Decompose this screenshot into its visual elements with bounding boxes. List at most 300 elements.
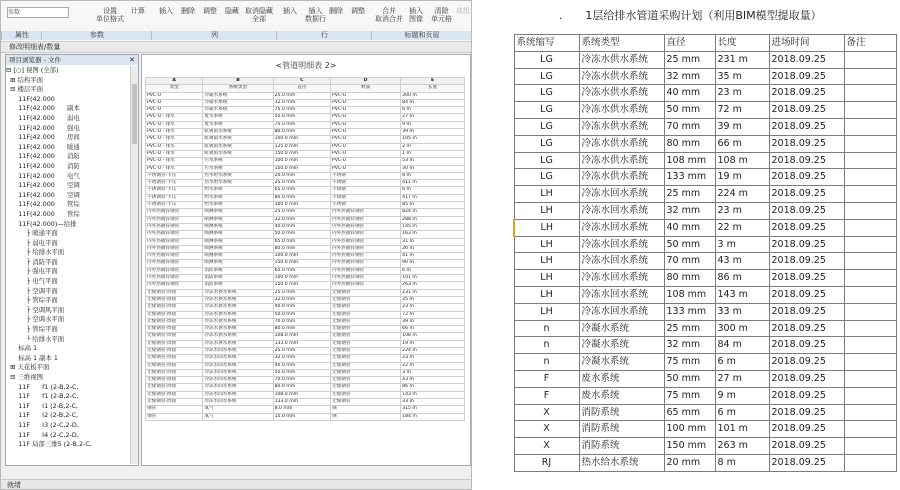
schedule-cell[interactable]: 无缝钢管 <box>330 355 400 362</box>
tree-item[interactable]: ├ 空调水平面 <box>6 315 65 324</box>
schedule-cell[interactable]: 内外热镀锌钢管 <box>330 216 400 223</box>
schedule-cell[interactable]: 100.0 mm <box>273 136 330 143</box>
schedule-cell[interactable]: 给水系统 <box>203 194 273 201</box>
table-cell[interactable]: 冷冻水供水系统 <box>579 169 664 186</box>
hide-column-button[interactable]: 隐藏 <box>225 7 239 15</box>
schedule-cell[interactable]: PVC-U <box>330 136 400 143</box>
table-cell[interactable] <box>844 387 896 404</box>
close-icon[interactable]: ✕ <box>129 56 135 64</box>
schedule-cell[interactable]: 内外热镀锌钢管 <box>330 267 400 274</box>
table-cell[interactable]: 冷凝水系统 <box>579 337 664 354</box>
schedule-cell[interactable]: 无缝钢管-焊接 <box>146 355 203 362</box>
column-header[interactable]: 直径 <box>664 35 715 52</box>
table-cell[interactable]: 75 mm <box>664 387 715 404</box>
schedule-cell[interactable]: 133.0 mm <box>273 399 330 406</box>
schedule-cell[interactable]: 150.0 mm <box>273 165 330 172</box>
delete-column-button[interactable]: 删除 <box>181 7 195 15</box>
table-cell[interactable] <box>844 202 896 219</box>
table-cell[interactable]: 2018.09.25 <box>769 387 844 404</box>
tree-item[interactable]: 11F(42.000 消防 <box>6 152 80 161</box>
schedule-cell[interactable]: 无缝钢管-焊接 <box>146 296 203 303</box>
table-cell[interactable]: 43 m <box>715 253 769 270</box>
schedule-cell[interactable]: PVC-U - 排水 <box>146 158 203 165</box>
tree-item[interactable]: 标高 1 <box>6 344 38 353</box>
tree-item[interactable]: 11F(42.000 电气 <box>6 171 80 180</box>
table-cell[interactable]: 2018.09.25 <box>769 354 844 371</box>
table-cell[interactable]: 2018.09.25 <box>769 68 844 85</box>
table-cell[interactable]: 冷冻水供水系统 <box>579 152 664 169</box>
table-cell[interactable]: 25 mm <box>664 51 715 68</box>
schedule-cell[interactable]: 150.0 mm <box>273 260 330 267</box>
tree-item[interactable]: ⊟ 楼层平面 <box>6 85 44 94</box>
schedule-cell[interactable]: 不锈钢管-卡压 <box>146 187 203 194</box>
table-cell[interactable]: 40 mm <box>664 85 715 102</box>
schedule-cell[interactable]: 冷冻水回水系统 <box>203 391 273 398</box>
unhide-all-button[interactable]: 取消隐藏 全部 <box>245 7 273 23</box>
table-cell[interactable] <box>844 186 896 203</box>
table-cell[interactable]: LH <box>514 186 579 203</box>
schedule-cell[interactable]: PVC-U <box>330 143 400 150</box>
merge-button[interactable]: 合并 取消合并 <box>375 7 403 23</box>
schedule-cell[interactable]: PVC-U <box>146 99 203 106</box>
table-cell[interactable]: 2018.09.25 <box>769 102 844 119</box>
tree-item[interactable]: ├ 管综平面 <box>6 296 58 305</box>
schedule-cell[interactable]: 系统类型 <box>203 85 273 92</box>
schedule-cell[interactable]: PVC-U <box>330 121 400 128</box>
table-cell[interactable] <box>844 85 896 102</box>
tree-item[interactable]: └ 给排水平面 <box>6 334 65 343</box>
table-cell[interactable]: 冷冻水供水系统 <box>579 68 664 85</box>
schedule-cell[interactable]: 50.0 mm <box>273 231 330 238</box>
scrollbar-thumb[interactable] <box>132 84 137 144</box>
tree-item[interactable]: ├ 空调平面 <box>6 286 58 295</box>
schedule-cell[interactable]: 内外热镀锌钢管 <box>330 253 400 260</box>
schedule-cell[interactable]: 直径 <box>273 85 330 92</box>
schedule-cell[interactable]: 35 m <box>401 296 465 303</box>
table-cell[interactable] <box>844 454 896 471</box>
table-cell[interactable] <box>844 421 896 438</box>
schedule-cell[interactable]: 184 m <box>401 413 465 420</box>
schedule-cell[interactable]: 39 m <box>401 318 465 325</box>
schedule-cell[interactable]: 26 m <box>401 245 465 252</box>
tree-item[interactable]: 11F f1 (2-B,2-C, <box>6 392 79 401</box>
schedule-cell[interactable]: 虹吸雨水系统 <box>203 143 273 150</box>
table-cell[interactable]: RJ <box>514 454 579 471</box>
insert-image-button[interactable]: 插入 图像 <box>409 7 423 23</box>
schedule-cell[interactable]: 80.0 mm <box>273 194 330 201</box>
schedule-cell[interactable]: 喷淋系统 <box>203 216 273 223</box>
schedule-cell[interactable]: 40.0 mm <box>273 223 330 230</box>
table-cell[interactable]: 133 mm <box>664 303 715 320</box>
table-cell[interactable]: 35 m <box>715 68 769 85</box>
table-cell[interactable]: 20 mm <box>664 454 715 471</box>
schedule-cell[interactable]: 内外热镀锌钢管 <box>330 275 400 282</box>
schedule-cell[interactable]: 105 m <box>401 136 465 143</box>
resize-column-button[interactable]: 调整 <box>203 7 217 15</box>
table-cell[interactable] <box>844 102 896 119</box>
schedule-cell[interactable]: 不锈钢管-卡压 <box>146 180 203 187</box>
schedule-cell[interactable]: 冷冻水回水系统 <box>203 347 273 354</box>
schedule-cell[interactable]: 100.0 mm <box>273 253 330 260</box>
table-cell[interactable]: 冷冻水回水系统 <box>579 253 664 270</box>
schedule-cell[interactable]: 75.0 mm <box>273 121 330 128</box>
group-button[interactable]: 成组 <box>456 7 470 15</box>
schedule-cell[interactable]: 污水系统 <box>203 165 273 172</box>
schedule-cell[interactable]: 内外热镀锌钢管 <box>330 209 400 216</box>
table-cell[interactable]: 80 mm <box>664 135 715 152</box>
table-cell[interactable]: 冷冻水回水系统 <box>579 219 664 236</box>
schedule-cell[interactable]: 53 m <box>401 158 465 165</box>
schedule-cell[interactable]: 231 m <box>401 289 465 296</box>
tree-item[interactable]: ├ 空调风平面 <box>6 305 65 314</box>
schedule-cell[interactable]: 315 m <box>401 406 465 413</box>
table-cell[interactable]: 2018.09.25 <box>769 202 844 219</box>
table-cell[interactable]: LG <box>514 135 579 152</box>
schedule-cell[interactable]: 125.0 mm <box>273 143 330 150</box>
schedule-cell[interactable]: 喷淋系统 <box>203 231 273 238</box>
schedule-cell[interactable]: PVC-U - 排水 <box>146 129 203 136</box>
schedule-cell[interactable]: 冷冻水回水系统 <box>203 362 273 369</box>
table-cell[interactable]: 废水系统 <box>579 370 664 387</box>
schedule-cell[interactable]: 喷淋系统 <box>203 223 273 230</box>
table-cell[interactable]: 冷冻水供水系统 <box>579 135 664 152</box>
table-cell[interactable]: 86 m <box>715 270 769 287</box>
schedule-cell[interactable]: 内外热镀锌钢管 <box>330 260 400 267</box>
schedule-cell[interactable]: 145 m <box>401 223 465 230</box>
browser-scrollbar[interactable] <box>130 66 138 464</box>
schedule-cell[interactable]: 热水给水系统 <box>203 172 273 179</box>
table-cell[interactable]: LH <box>514 236 579 253</box>
tree-item[interactable]: 11F(42.000 房间 <box>6 133 80 142</box>
table-cell[interactable]: 263 m <box>715 438 769 455</box>
tree-item[interactable]: ├ 暖通平面 <box>6 229 58 238</box>
schedule-cell[interactable]: 内外热镀锌钢管 <box>330 238 400 245</box>
table-cell[interactable] <box>844 219 896 236</box>
schedule-cell[interactable]: 411 m <box>401 180 465 187</box>
table-cell[interactable]: 32 mm <box>664 68 715 85</box>
schedule-cell[interactable]: 163 m <box>401 231 465 238</box>
schedule-cell[interactable]: 无缝钢管 <box>330 377 400 384</box>
table-cell[interactable]: 108 mm <box>664 286 715 303</box>
table-cell[interactable]: 39 m <box>715 118 769 135</box>
table-cell[interactable]: 冷冻水回水系统 <box>579 286 664 303</box>
schedule-cell[interactable]: 23 m <box>401 304 465 311</box>
schedule-cell[interactable]: PVC-U - 排水 <box>146 150 203 157</box>
schedule-cell[interactable]: 8 m <box>401 172 465 179</box>
schedule-cell[interactable]: 钢管 <box>146 413 203 420</box>
schedule-cell[interactable]: 无缝钢管-焊接 <box>146 333 203 340</box>
table-cell[interactable]: 2018.09.25 <box>769 303 844 320</box>
schedule-cell[interactable]: 9 m <box>401 121 465 128</box>
schedule-cell[interactable]: 无缝钢管-焊接 <box>146 304 203 311</box>
schedule-cell[interactable]: 冷冻水回水系统 <box>203 355 273 362</box>
schedule-cell[interactable]: 70.0 mm <box>273 318 330 325</box>
schedule-cell[interactable]: 冷凝水系统 <box>203 107 273 114</box>
schedule-cell[interactable]: 内外热镀锌钢管 <box>146 282 203 289</box>
schedule-cell[interactable]: 无缝钢管-焊接 <box>146 362 203 369</box>
table-cell[interactable]: 150 mm <box>664 438 715 455</box>
tree-item[interactable]: 11F(42.000 副本 <box>6 104 80 113</box>
tree-item[interactable]: ⊞ 结构平面 <box>6 75 44 84</box>
schedule-cell[interactable]: 108 m <box>401 333 465 340</box>
table-cell[interactable] <box>844 303 896 320</box>
schedule-cell[interactable]: 66 m <box>401 326 465 333</box>
schedule-cell[interactable]: 300 m <box>401 92 465 99</box>
schedule-cell[interactable]: 25.0 mm <box>273 180 330 187</box>
schedule-cell[interactable]: 无缝钢管-焊接 <box>146 391 203 398</box>
schedule-cell[interactable]: D <box>330 78 400 85</box>
schedule-cell[interactable]: 无缝钢管 <box>330 304 400 311</box>
schedule-cell[interactable]: 消防系统 <box>203 275 273 282</box>
table-cell[interactable]: 冷凝水系统 <box>579 320 664 337</box>
table-cell[interactable]: n <box>514 320 579 337</box>
table-cell[interactable]: LH <box>514 253 579 270</box>
schedule-cell[interactable]: 224 m <box>401 347 465 354</box>
schedule-cell[interactable]: 50.0 mm <box>273 311 330 318</box>
schedule-cell[interactable]: 喷淋系统 <box>203 209 273 216</box>
schedule-cell[interactable]: 6 m <box>401 267 465 274</box>
schedule-cell[interactable]: 喷淋系统 <box>203 238 273 245</box>
schedule-cell[interactable]: 50.0 mm <box>273 369 330 376</box>
schedule-cell[interactable]: 2 m <box>401 143 465 150</box>
table-cell[interactable]: 冷冻水供水系统 <box>579 102 664 119</box>
insert-data-row-button[interactable]: 插入 数据行 <box>305 7 326 23</box>
schedule-cell[interactable]: 39 m <box>401 129 465 136</box>
table-cell[interactable] <box>844 320 896 337</box>
schedule-cell[interactable]: 无缝钢管-焊接 <box>146 289 203 296</box>
schedule-cell[interactable]: 冷冻水回水系统 <box>203 384 273 391</box>
schedule-cell[interactable]: 给水系统 <box>203 187 273 194</box>
table-cell[interactable]: 消防系统 <box>579 438 664 455</box>
schedule-cell[interactable]: 65.0 mm <box>273 267 330 274</box>
schedule-cell[interactable]: 65.0 mm <box>273 187 330 194</box>
table-cell[interactable]: 300 m <box>715 320 769 337</box>
schedule-cell[interactable]: 内外热镀锌钢管 <box>146 275 203 282</box>
table-cell[interactable]: LG <box>514 118 579 135</box>
table-cell[interactable]: 2018.09.25 <box>769 438 844 455</box>
schedule-cell[interactable]: PVC-U <box>330 99 400 106</box>
table-cell[interactable]: LG <box>514 68 579 85</box>
table-cell[interactable]: 冷冻水回水系统 <box>579 202 664 219</box>
tree-item[interactable]: ├ 电气平面 <box>6 277 58 286</box>
schedule-cell[interactable]: 6 m <box>401 187 465 194</box>
schedule-cell[interactable]: 内外热镀锌钢管 <box>330 223 400 230</box>
schedule-cell[interactable]: PVC-U - 排水 <box>146 121 203 128</box>
tree-item[interactable]: ⊞ 天花板平面 <box>6 363 50 372</box>
schedule-cell[interactable]: 无缝钢管-焊接 <box>146 377 203 384</box>
schedule-cell[interactable]: 类型 <box>146 85 203 92</box>
panel-titles-headers[interactable]: 标题和页眉 <box>371 31 472 40</box>
table-cell[interactable]: 231 m <box>715 51 769 68</box>
table-cell[interactable]: 50 mm <box>664 102 715 119</box>
tree-item[interactable]: 标高 1 副本 1 <box>6 353 58 362</box>
schedule-cell[interactable]: 43 m <box>401 377 465 384</box>
table-cell[interactable]: 75 mm <box>664 354 715 371</box>
table-cell[interactable] <box>844 370 896 387</box>
schedule-cell[interactable]: 冷冻水回水系统 <box>203 377 273 384</box>
tree-item[interactable]: 11F(42.000 管综 <box>6 200 80 209</box>
schedule-cell[interactable]: B <box>203 78 273 85</box>
schedule-cell[interactable]: 无缝钢管-焊接 <box>146 399 203 406</box>
table-cell[interactable] <box>844 135 896 152</box>
schedule-cell[interactable]: 无缝钢管 <box>330 391 400 398</box>
table-cell[interactable] <box>844 236 896 253</box>
schedule-cell[interactable]: E <box>401 78 465 85</box>
schedule-cell[interactable]: 内外热镀锌钢管 <box>330 231 400 238</box>
table-cell[interactable] <box>844 354 896 371</box>
schedule-cell[interactable]: 不锈钢 <box>330 180 400 187</box>
table-cell[interactable]: 冷冻水供水系统 <box>579 85 664 102</box>
column-header[interactable]: 备注 <box>844 35 896 52</box>
table-cell[interactable]: LG <box>514 102 579 119</box>
column-header[interactable]: 进场时间 <box>769 35 844 52</box>
table-cell[interactable]: 冷冻水回水系统 <box>579 303 664 320</box>
schedule-cell[interactable]: 内外热镀锌钢管 <box>146 267 203 274</box>
table-cell[interactable]: 消防系统 <box>579 421 664 438</box>
table-cell[interactable]: 2018.09.25 <box>769 236 844 253</box>
schedule-cell[interactable]: 33 m <box>401 399 465 406</box>
table-cell[interactable]: 2018.09.25 <box>769 270 844 287</box>
schedule-cell[interactable]: PVC-U <box>146 92 203 99</box>
schedule-cell[interactable]: 84 m <box>401 99 465 106</box>
schedule-cell[interactable]: 钢 <box>330 413 400 420</box>
schedule-cell[interactable]: 20.0 mm <box>273 172 330 179</box>
table-cell[interactable]: LH <box>514 202 579 219</box>
schedule-cell[interactable]: 内外热镀锌钢管 <box>330 245 400 252</box>
table-cell[interactable]: 2018.09.25 <box>769 421 844 438</box>
tree-item[interactable]: 11F(42.000 空调 <box>6 181 80 190</box>
table-cell[interactable]: 3 m <box>715 236 769 253</box>
schedule-cell[interactable]: 钢管 <box>146 406 203 413</box>
schedule-cell[interactable]: 无缝钢管 <box>330 399 400 406</box>
schedule-cell[interactable]: 喷淋系统 <box>203 253 273 260</box>
schedule-cell[interactable]: 1 m <box>401 150 465 157</box>
schedule-cell[interactable]: 无缝钢管-焊接 <box>146 347 203 354</box>
schedule-cell[interactable]: 无缝钢管 <box>330 289 400 296</box>
schedule-cell[interactable]: 不锈钢 <box>330 172 400 179</box>
schedule-cell[interactable]: 钢 <box>330 406 400 413</box>
table-cell[interactable]: 19 m <box>715 169 769 186</box>
schedule-cell[interactable]: 25.0 mm <box>273 347 330 354</box>
schedule-cell[interactable]: PVC-U <box>330 158 400 165</box>
table-cell[interactable]: 冷冻水回水系统 <box>579 270 664 287</box>
table-cell[interactable]: 2018.09.25 <box>769 253 844 270</box>
table-cell[interactable]: 8 m <box>715 454 769 471</box>
schedule-cell[interactable]: 19 m <box>401 340 465 347</box>
table-cell[interactable]: 133 mm <box>664 169 715 186</box>
schedule-cell[interactable]: 100.0 mm <box>273 158 330 165</box>
schedule-cell[interactable]: 288 m <box>401 216 465 223</box>
table-cell[interactable] <box>844 51 896 68</box>
table-cell[interactable]: 2018.09.25 <box>769 454 844 471</box>
schedule-cell[interactable]: 15.0 mm <box>273 413 330 420</box>
schedule-cell[interactable]: 废水系统 <box>203 114 273 121</box>
schedule-cell[interactable]: 8.0 mm <box>273 406 330 413</box>
table-cell[interactable]: LG <box>514 51 579 68</box>
schedule-cell[interactable]: 40.0 mm <box>273 304 330 311</box>
schedule-cell[interactable]: 824 m <box>401 209 465 216</box>
schedule-cell[interactable]: 冷冻水供水系统 <box>203 318 273 325</box>
table-cell[interactable]: 25 mm <box>664 186 715 203</box>
schedule-cell[interactable]: 虹吸雨水系统 <box>203 150 273 157</box>
table-cell[interactable]: LG <box>514 169 579 186</box>
panel-properties[interactable]: 属性 <box>1 31 42 40</box>
table-cell[interactable]: 冷凝水系统 <box>579 354 664 371</box>
schedule-cell[interactable]: C <box>273 78 330 85</box>
schedule-cell[interactable]: 虹吸雨水系统 <box>203 136 273 143</box>
schedule-cell[interactable]: 冷冻水回水系统 <box>203 369 273 376</box>
schedule-cell[interactable]: 90 m <box>401 260 465 267</box>
schedule-cell[interactable]: 70.0 mm <box>273 377 330 384</box>
table-cell[interactable]: X <box>514 438 579 455</box>
table-cell[interactable]: 66 m <box>715 135 769 152</box>
schedule-cell[interactable]: 无缝钢管 <box>330 362 400 369</box>
schedule-cell[interactable]: 32.0 mm <box>273 216 330 223</box>
tree-item[interactable]: 11F(42.000 弱电 <box>6 113 80 122</box>
schedule-cell[interactable]: 冷冻水供水系统 <box>203 340 273 347</box>
table-cell[interactable]: X <box>514 404 579 421</box>
table-cell[interactable]: 2018.09.25 <box>769 320 844 337</box>
schedule-cell[interactable]: 417 m <box>401 194 465 201</box>
tree-item[interactable]: 11F f1 (2-B,2-C, <box>6 382 79 391</box>
schedule-cell[interactable]: 虹吸雨水系统 <box>203 129 273 136</box>
schedule-cell[interactable]: 热水给水系统 <box>203 180 273 187</box>
schedule-cell[interactable]: 108.0 mm <box>273 333 330 340</box>
table-cell[interactable] <box>844 337 896 354</box>
schedule-cell[interactable]: 氧气 <box>203 413 273 420</box>
tree-item[interactable]: 11F I2 (2-B,2-C, <box>6 411 79 420</box>
table-cell[interactable]: 23 m <box>715 85 769 102</box>
schedule-cell[interactable]: 冷冻水回水系统 <box>203 399 273 406</box>
schedule-cell[interactable]: 冷冻水供水系统 <box>203 296 273 303</box>
table-cell[interactable]: 2018.09.25 <box>769 404 844 421</box>
delete-row-button[interactable]: 删除 <box>329 7 343 15</box>
schedule-cell[interactable]: 27 m <box>401 114 465 121</box>
schedule-cell[interactable]: 100.0 mm <box>273 202 330 209</box>
tree-item[interactable]: 11F I4 (2-C,2-D, <box>6 430 79 439</box>
schedule-cell[interactable]: 25.0 mm <box>273 209 330 216</box>
schedule-cell[interactable]: 101 m <box>401 275 465 282</box>
schedule-cell[interactable]: 内外热镀锌钢管 <box>146 209 203 216</box>
schedule-cell[interactable]: 内外热镀锌钢管 <box>146 238 203 245</box>
table-cell[interactable]: 32 mm <box>664 337 715 354</box>
tree-item[interactable]: 11F I1 (2-B,2-C, <box>6 401 79 410</box>
tree-item[interactable]: ⊟ [○] 视图 (全部) <box>6 66 59 74</box>
schedule-cell[interactable]: 75.0 mm <box>273 107 330 114</box>
tree-item[interactable]: 11F(42.000 消防 <box>6 161 80 170</box>
schedule-cell[interactable]: 氧气 <box>203 406 273 413</box>
table-cell[interactable]: 2018.09.25 <box>769 85 844 102</box>
insert-column-button[interactable]: 插入 <box>159 7 173 15</box>
table-cell[interactable] <box>844 152 896 169</box>
schedule-cell[interactable]: 无缝钢管 <box>330 318 400 325</box>
schedule-cell[interactable]: PVC-U <box>146 107 203 114</box>
table-cell[interactable]: 224 m <box>715 186 769 203</box>
schedule-cell[interactable]: 32.0 mm <box>273 355 330 362</box>
schedule-cell[interactable]: 内外热镀锌钢管 <box>146 253 203 260</box>
table-cell[interactable]: 50 mm <box>664 236 715 253</box>
column-header[interactable]: 系统类型 <box>579 35 664 52</box>
schedule-cell[interactable]: 无缝钢管-焊接 <box>146 326 203 333</box>
schedule-cell[interactable]: 材质 <box>330 85 400 92</box>
schedule-cell[interactable]: 长度 <box>401 85 465 92</box>
schedule-cell[interactable]: 不锈钢管-卡压 <box>146 172 203 179</box>
schedule-cell[interactable]: 喷淋系统 <box>203 245 273 252</box>
table-cell[interactable]: 2018.09.25 <box>769 152 844 169</box>
schedule-cell[interactable]: 无缝钢管 <box>330 311 400 318</box>
table-cell[interactable]: 108 m <box>715 152 769 169</box>
schedule-cell[interactable]: 25.0 mm <box>273 289 330 296</box>
